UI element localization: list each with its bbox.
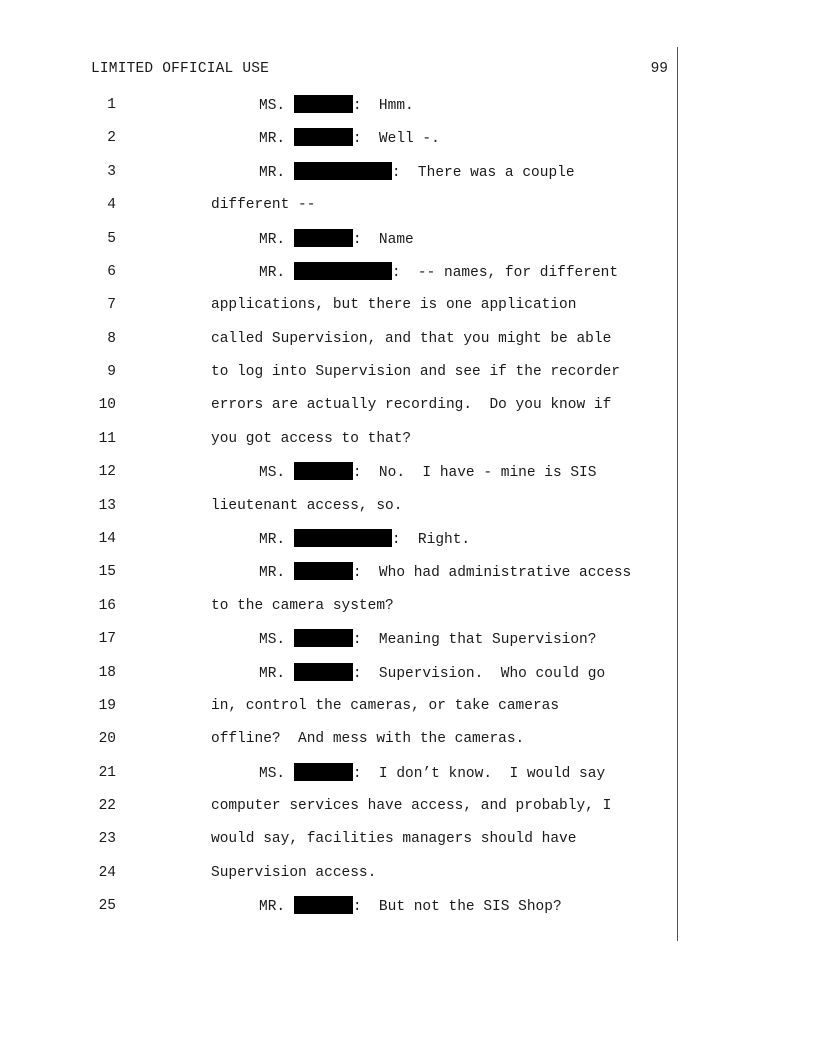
transcript-line <box>0 562 816 595</box>
speaker-turn <box>259 629 596 650</box>
line-number: 20 <box>98 731 116 748</box>
redaction-box <box>294 95 353 113</box>
speaker-title: MS. <box>259 465 286 482</box>
speaker-title: MR. <box>259 531 286 548</box>
line-number: 15 <box>98 564 116 581</box>
redaction-box <box>294 763 353 781</box>
redaction-box <box>294 562 353 580</box>
speaker-text: : Well -. <box>352 131 440 148</box>
transcript-line <box>0 429 816 462</box>
transcript-line <box>0 596 816 629</box>
line-number: 14 <box>98 530 116 547</box>
line-text: called Supervision, and that you might be able <box>211 330 612 347</box>
speaker-text: : Right. <box>391 531 471 548</box>
line-number: 16 <box>98 597 116 614</box>
redaction-box <box>294 663 353 681</box>
line-text: computer services have access, and probably, I <box>211 798 612 814</box>
speaker-turn <box>259 262 618 283</box>
line-number: 11 <box>98 430 116 447</box>
speaker-text: : Who had administrative access <box>352 565 632 582</box>
redaction-box <box>294 229 353 247</box>
speaker-turn <box>259 529 470 550</box>
speaker-title: MS. <box>259 632 286 649</box>
line-number: 10 <box>98 397 116 414</box>
line-number: 22 <box>98 798 116 814</box>
transcript-line <box>0 663 816 696</box>
speaker-text: : Name <box>352 231 414 248</box>
line-text: lieutenant access, so. <box>211 497 403 514</box>
speaker-text: : -- names, for different <box>391 264 619 281</box>
speaker-title: MS. <box>259 765 286 782</box>
line-text: to the camera system? <box>211 597 394 614</box>
speaker-title: MS. <box>259 98 286 114</box>
line-number: 17 <box>98 631 116 648</box>
line-number: 18 <box>98 664 116 681</box>
speaker-turn <box>259 229 414 250</box>
speaker-text: : Supervision. Who could go <box>352 665 606 682</box>
line-text: you got access to that? <box>211 430 412 447</box>
line-text: applications, but there is one application <box>211 297 577 314</box>
speaker-turn <box>259 462 596 483</box>
redaction-box <box>294 529 392 547</box>
transcript-line <box>0 462 816 495</box>
speaker-text: : But not the SIS Shop? <box>352 899 562 916</box>
line-text: offline? And mess with the cameras. <box>211 731 525 748</box>
line-number: 1 <box>107 97 116 113</box>
line-number: 8 <box>107 330 116 347</box>
speaker-title: MR. <box>259 665 286 682</box>
speaker-title: MR. <box>259 264 286 281</box>
speaker-title: MR. <box>259 565 286 582</box>
line-number: 21 <box>98 764 116 781</box>
transcript-line <box>0 329 816 362</box>
transcript-line <box>0 496 816 529</box>
transcript-line <box>0 696 816 729</box>
transcript-line <box>0 896 816 929</box>
line-number: 12 <box>98 464 116 481</box>
transcript-line <box>0 829 816 862</box>
transcript-line <box>0 295 816 328</box>
transcript-line <box>0 729 816 762</box>
line-number: 19 <box>98 697 116 714</box>
speaker-text: : Meaning that Supervision? <box>352 632 597 649</box>
transcript-line <box>0 796 816 829</box>
speaker-turn <box>259 896 562 917</box>
speaker-text: : Hmm. <box>352 98 414 114</box>
line-number: 6 <box>107 263 116 280</box>
speaker-title: MR. <box>259 231 286 248</box>
line-text: to log into Supervision and see if the recorder <box>211 364 620 380</box>
line-text: in, control the cameras, or take cameras <box>211 697 560 714</box>
transcript-line <box>0 195 816 228</box>
speaker-title: MR. <box>259 131 286 148</box>
speaker-turn <box>259 663 605 684</box>
line-number: 13 <box>98 497 116 514</box>
speaker-turn <box>259 763 605 784</box>
line-number: 9 <box>107 364 116 380</box>
speaker-text: : There was a couple <box>391 164 575 181</box>
redaction-box <box>294 262 392 280</box>
redaction-box <box>294 162 392 180</box>
line-number: 25 <box>98 898 116 915</box>
redaction-box <box>294 462 353 480</box>
speaker-title: MR. <box>259 164 286 181</box>
redaction-box <box>294 896 353 914</box>
transcript-line <box>0 128 816 161</box>
transcript-line <box>0 395 816 428</box>
speaker-turn <box>259 95 414 116</box>
speaker-turn <box>259 562 631 583</box>
speaker-text: : No. I have - mine is SIS <box>352 465 597 482</box>
line-number: 2 <box>107 130 116 147</box>
page-number: 99 <box>650 61 668 77</box>
redaction-box <box>294 128 353 146</box>
speaker-turn <box>259 162 575 183</box>
line-number: 3 <box>107 163 116 180</box>
line-number: 5 <box>107 230 116 247</box>
line-number: 4 <box>107 197 116 214</box>
transcript-line <box>0 362 816 395</box>
classification-header: LIMITED OFFICIAL USE <box>91 61 270 77</box>
transcript-line <box>0 863 816 896</box>
transcript-line <box>0 529 816 562</box>
speaker-turn <box>259 128 440 149</box>
transcript-line <box>0 229 816 262</box>
line-text: Supervision access. <box>211 864 377 881</box>
transcript-line <box>0 162 816 195</box>
line-number: 23 <box>98 831 116 848</box>
redaction-box <box>294 629 353 647</box>
speaker-title: MR. <box>259 899 286 916</box>
line-text: would say, facilities managers should have <box>211 831 577 848</box>
transcript-line <box>0 95 816 128</box>
transcript-line <box>0 763 816 796</box>
transcript-line <box>0 262 816 295</box>
line-text: different -- <box>211 197 316 214</box>
line-text: errors are actually recording. Do you know if <box>211 397 612 414</box>
speaker-text: : I don’t know. I would say <box>352 765 606 782</box>
line-number: 24 <box>98 864 116 881</box>
line-number: 7 <box>107 297 116 314</box>
transcript-line <box>0 629 816 662</box>
